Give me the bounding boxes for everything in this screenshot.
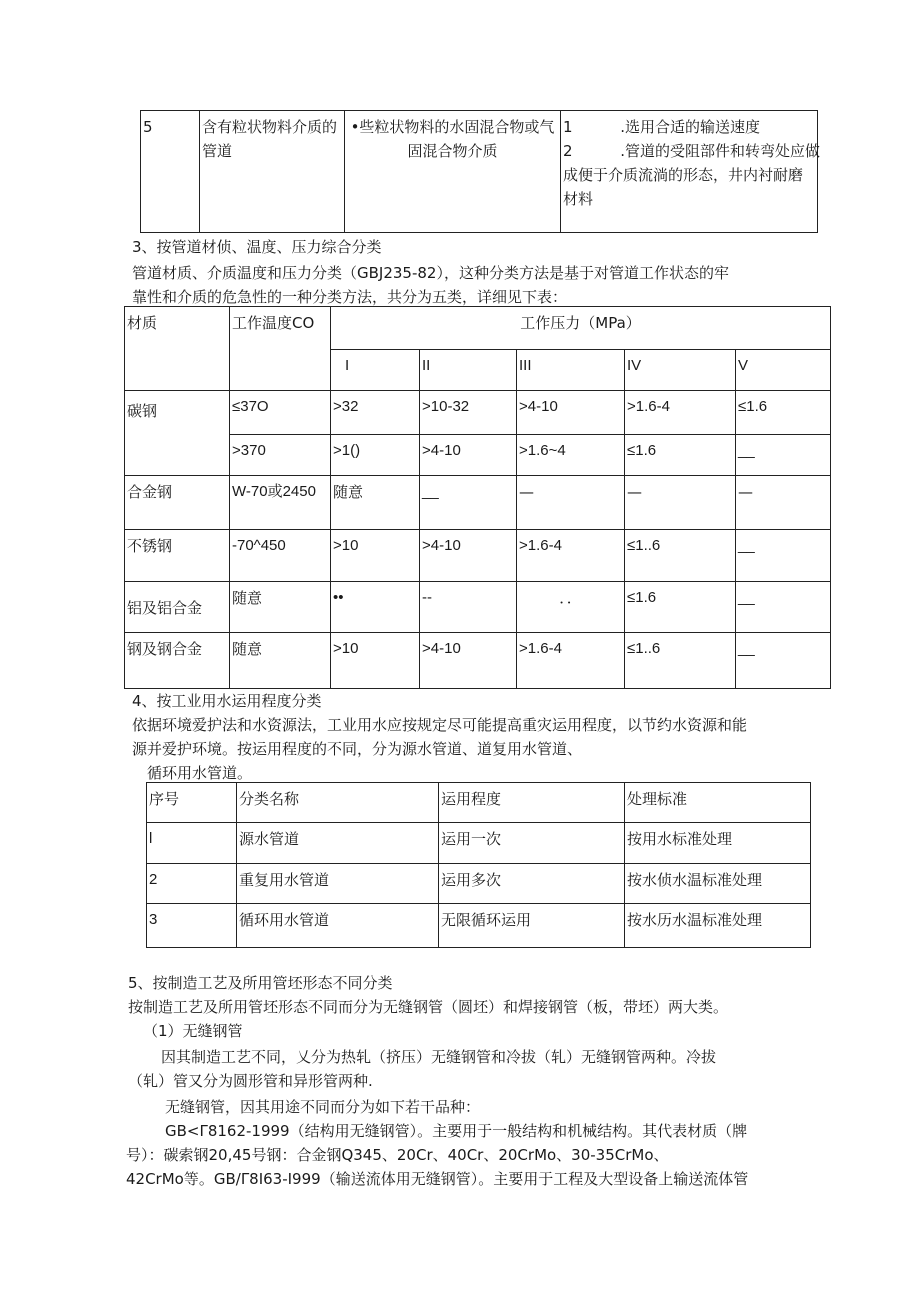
section-5-paragraph: 42CrMo等。GB/Γ8I63-I999（输送流体用无缝钢管）。主要用于工程及大型设备上输送流体管 (126, 1170, 749, 1188)
cell-temp: -70^450 (230, 530, 331, 582)
section-5-subheading: （1）无缝钢管 (143, 1022, 243, 1040)
header-material: 材质 (125, 307, 230, 391)
table-row (125, 476, 831, 530)
table-pipe-type-5 (140, 110, 818, 233)
cell-class-3: >1.6~4 (517, 435, 625, 476)
cell-material: 碳钢 (125, 391, 230, 476)
table-row (147, 904, 811, 948)
header-pressure: 工作压力（MPa） (331, 307, 831, 350)
cell-class-2: >10-32 (420, 391, 517, 435)
section-5-paragraph: 按制造工艺及所用管坯形态不同而分为无缝钢管（圆坯）和焊接钢管（板，带坯）两大类。 (128, 998, 729, 1016)
header-class: I (331, 350, 420, 391)
section-5-paragraph: 无缝钢管，因其用途不同而分为如下若干品种： (165, 1098, 481, 1116)
cell-class-2: >4-10 (420, 633, 517, 689)
cell-class-3: — (517, 476, 625, 530)
cell-usage-level: 运用一次 (439, 823, 625, 864)
section-4-paragraph: 源并爱护环境。按运用程度的不同，分为源水管道、道复用水管道、 (132, 740, 583, 758)
table-row (125, 633, 831, 689)
section-4-heading: 4、按工业用水运用程度分类 (132, 692, 322, 710)
header-class: IV (625, 350, 736, 391)
cell-class-5: __ (736, 530, 831, 582)
cell-index: 3 (147, 904, 237, 948)
cell-temp: W-70或2450 (230, 476, 331, 530)
table-material-pressure (124, 306, 831, 689)
cell-material: 不锈钢 (125, 530, 230, 582)
cell-class-5: ≤1.6 (736, 391, 831, 435)
cell-class-5: __ (736, 435, 831, 476)
table-water-usage (146, 782, 811, 948)
cell-class-3: >1.6-4 (517, 633, 625, 689)
cell-category-name: 源水管道 (237, 823, 439, 864)
cell-class-1: >32 (331, 391, 420, 435)
section-4-paragraph: 依据环境爱护法和水资源法，工业用水应按规定尽可能提高重灾运用程度，以节约水资源和能 (132, 716, 748, 734)
cell-class-3: >1.6-4 (517, 530, 625, 582)
section-4-paragraph: 循环用水管道。 (147, 764, 253, 782)
section-5-paragraph: （轧）管又分为圆形管和异形管两种. (128, 1072, 373, 1090)
cell-material: 合金钢 (125, 476, 230, 530)
header-class: III (517, 350, 625, 391)
table-row (141, 111, 818, 233)
cell-material: 钢及钢合金 (125, 633, 230, 689)
cell-index: 5 (141, 111, 200, 233)
cell-pipe-name: 含有粒状物料介质的管道 (200, 111, 345, 233)
cell-category-name: 重复用水管道 (237, 864, 439, 904)
header-class: V (736, 350, 831, 391)
section-3-heading: 3、按管道材侦、温度、压力综合分类 (132, 238, 382, 256)
cell-treatment-standard: 按水历水温标准处理 (625, 904, 811, 948)
cell-class-2: __ (420, 476, 517, 530)
cell-class-1: •• (331, 582, 420, 633)
table-row (125, 530, 831, 582)
cell-class-4: ≤1..6 (625, 633, 736, 689)
cell-treatment-standard: 按水侦水温标准处理 (625, 864, 811, 904)
cell-class-2: -- (420, 582, 517, 633)
cell-class-5: — (736, 476, 831, 530)
cell-temp: 随意 (230, 582, 331, 633)
cell-category-name: 循环用水管道 (237, 904, 439, 948)
cell-index: 2 (147, 864, 237, 904)
cell-class-1: >10 (331, 530, 420, 582)
cell-class-1: >10 (331, 633, 420, 689)
section-5-paragraph: 号）：碳索钢20,45号钢：合金钢Q345、20Cr、40Cr、20CrMo、30-35CrMo、 (126, 1146, 669, 1164)
table-row (125, 435, 831, 476)
cell-class-5: __ (736, 633, 831, 689)
cell-temp: 随意 (230, 633, 331, 689)
table-row (125, 391, 831, 435)
cell-class-5: __ (736, 582, 831, 633)
section-3-paragraph: 靠性和介质的危急性的一种分类方法，共分为五类，详细见下表： (132, 288, 568, 306)
cell-measures (561, 111, 818, 233)
header-treatment-standard: 处理标准 (625, 783, 811, 823)
measure-line: 1 .选用合适的输送速度 (563, 118, 760, 136)
cell-index: l (147, 823, 237, 864)
cell-temp: ≤37O (230, 391, 331, 435)
cell-class-4: ≤1.6 (625, 435, 736, 476)
section-5-paragraph: 因其制造工艺不同，乂分为热轧（挤压）无缝钢管和冷拔（轧）无缝钢管两种。冷拔 (161, 1048, 717, 1066)
header-usage-level: 运用程度 (439, 783, 625, 823)
table-row (147, 864, 811, 904)
cell-medium: •些粒状物料的水固混合物或气固混合物介质 (345, 111, 561, 233)
cell-class-4: ≤1.6 (625, 582, 736, 633)
header-category-name: 分类名称 (237, 783, 439, 823)
header-temperature: 工作温度CO (230, 307, 331, 391)
cell-class-3: ．． (517, 582, 625, 633)
cell-class-3: >4-10 (517, 391, 625, 435)
cell-class-4: >1.6-4 (625, 391, 736, 435)
cell-class-4: ≤1..6 (625, 530, 736, 582)
cell-class-1: 随意 (331, 476, 420, 530)
cell-class-2: >4-10 (420, 435, 517, 476)
section-5-heading: 5、按制造工艺及所用管坯形态不同分类 (128, 974, 393, 992)
measure-line: 成便于介质流淌的形态，井内衬耐磨材料 (563, 166, 804, 208)
section-5-paragraph: GB<Γ8162-1999（结构用无缝钢管）。主要用于一般结构和机械结构。其代表材质（牌 (165, 1122, 748, 1140)
cell-material: 铝及铝合金 (125, 582, 230, 633)
measure-line: 2 .管道的受阻部件和转弯处应做 (563, 142, 820, 160)
table-row (147, 823, 811, 864)
table-row (147, 783, 811, 823)
cell-usage-level: 运用多次 (439, 864, 625, 904)
section-3-paragraph: 管道材质、介质温度和压力分类（GBJ235-82），这种分类方法是基于对管道工作状态的牢 (132, 264, 729, 282)
cell-usage-level: 无限循环运用 (439, 904, 625, 948)
table-row (125, 307, 831, 350)
cell-class-4: — (625, 476, 736, 530)
cell-class-1: >1() (331, 435, 420, 476)
cell-temp: >370 (230, 435, 331, 476)
cell-class-2: >4-10 (420, 530, 517, 582)
header-index: 序号 (147, 783, 237, 823)
header-class: II (420, 350, 517, 391)
cell-treatment-standard: 按用水标准处理 (625, 823, 811, 864)
table-row (125, 582, 831, 633)
